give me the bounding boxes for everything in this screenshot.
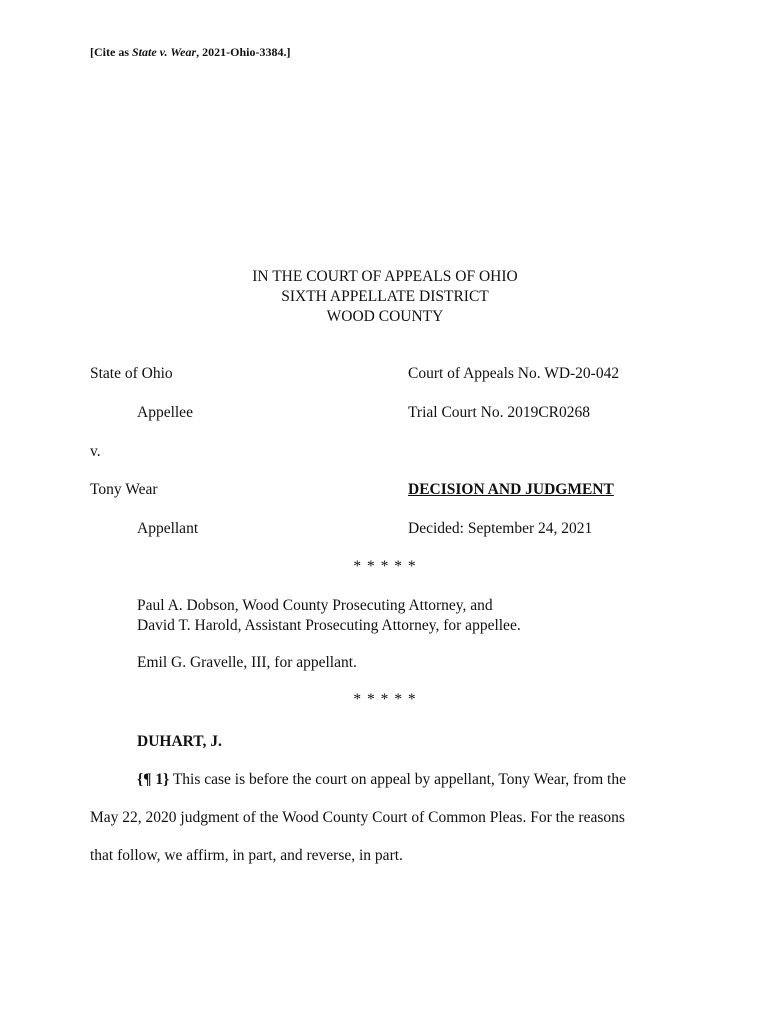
separator-bottom: * * * * * [353,691,417,708]
paragraph-text-1: This case is before the court on appeal by appellant, Tony Wear, from the [169,771,626,788]
trial-case-number: Trial Court No. 2019CR0268 [408,404,591,421]
appellee-party: State of Ohio [90,365,173,382]
counsel-appellee-line1: Paul A. Dobson, Wood County Prosecuting Attorney, and [137,597,493,614]
paragraph-line-2: May 22, 2020 judgment of the Wood County Court of Common Pleas. For the reasons [90,809,625,826]
court-name: IN THE COURT OF APPEALS OF OHIO [252,268,518,285]
court-heading [0,267,770,327]
decided-date: Decided: September 24, 2021 [408,520,593,537]
judge-name: DUHART, J. [137,733,222,750]
paragraph-number: {¶ 1} [137,771,170,788]
citation-case-name: State v. Wear [132,45,197,59]
appellee-role: Appellee [137,404,193,421]
court-district: SIXTH APPELLATE DISTRICT [281,288,489,305]
opinion-paragraph-1 [90,770,670,884]
appellant-role: Appellant [137,520,199,537]
paragraph-line-1 [90,770,670,808]
counsel-appellant: Emil G. Gravelle, III, for appellant. [137,654,357,671]
citation-prefix: [Cite as [90,45,132,59]
appeals-case-number: Court of Appeals No. WD-20-042 [408,365,620,382]
separator-top: * * * * * [353,558,417,575]
citation-suffix: , 2021-Ohio-3384.] [196,45,291,59]
counsel-appellee-line2: David T. Harold, Assistant Prosecuting Attorney, for appellee. [137,617,521,634]
versus: v. [90,443,101,460]
court-county: WOOD COUNTY [326,308,444,325]
citation-header [90,45,290,60]
paragraph-line-3: that follow, we affirm, in part, and reverse, in part. [90,847,403,864]
decision-title: DECISION AND JUDGMENT [408,481,614,498]
appellant-party: Tony Wear [90,481,158,498]
